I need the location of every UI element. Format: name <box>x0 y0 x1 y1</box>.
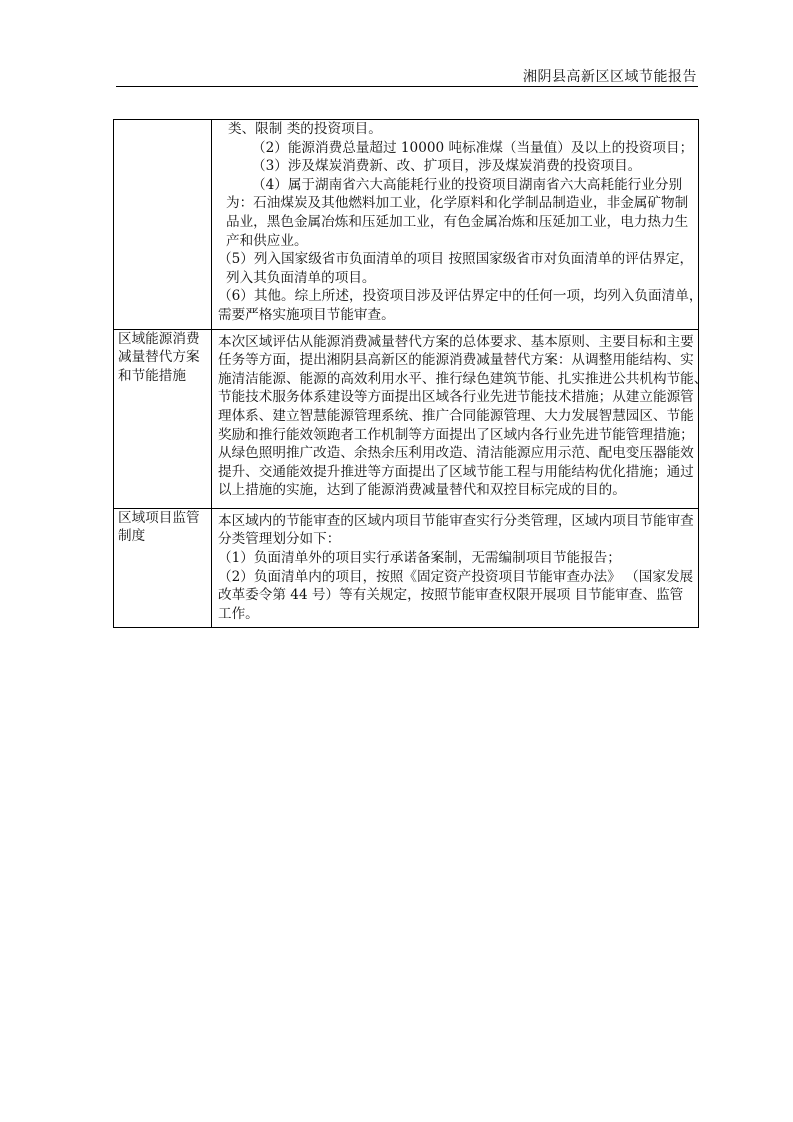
text-line: （3）涉及煤炭消费新、改、扩项目，涉及煤炭消费的投资项目。 <box>252 158 642 175</box>
row-label-energy-measures: 区域能源消费减量替代方案和节能措施 <box>114 329 212 508</box>
text-line: 类、限制 类的投资项目。 <box>228 121 382 137</box>
text-line: （2）负面清单内的项目，按照《固定资产投资项目节能审查办法》 （国家发展 <box>218 568 694 585</box>
text-line: 列入其负面清单的项目。 <box>226 269 376 286</box>
text-line: 施清洁能源、能源的高效利用水平、推行绿色建筑节能、扎实推进公共机构节能、 <box>218 370 708 387</box>
text-line: 以上措施的实施，达到了能源消费减量替代和双控目标完成的目的。 <box>218 482 626 499</box>
text-line: 分类管理划分如下： <box>218 531 341 548</box>
text-line: 节能技术服务体系建设等方面提出区域各行业先进节能技术措施；从建立能源管 <box>218 389 694 406</box>
row-content-energy-measures <box>212 329 708 508</box>
document-header-title: 湘阴县高新区区域节能报告 <box>523 69 697 85</box>
header-rule <box>116 86 698 87</box>
text-line: 理体系、建立智慧能源管理系统、推广合同能源管理、大力发展智慧园区、节能 <box>218 407 694 424</box>
text-line: 提升、交通能效提升推进等方面提出了区域节能工程与用能结构优化措施；通过 <box>218 463 694 480</box>
content-table <box>113 119 708 628</box>
row-label-empty <box>114 120 212 330</box>
text-line: 需要严格实施项目节能审查。 <box>218 306 395 323</box>
text-line: 任务等方面，提出湘阴县高新区的能源消费减量替代方案：从调整用能结构、实 <box>218 352 694 369</box>
text-line: 产和供应业。 <box>226 232 308 249</box>
text-line: 从绿色照明推广改造、余热余压利用改造、清洁能源应用示范、配电变压器能效 <box>218 445 694 462</box>
text-line: 奖励和推行能效领跑者工作机制等方面提出了区域内各行业先进节能管理措施； <box>218 426 694 443</box>
row-content-project-supervision <box>212 508 699 628</box>
table-row-project-supervision <box>114 508 699 628</box>
table-row-energy-measures <box>114 329 699 508</box>
text-line: （6）其他。综上所述，投资项目涉及评估界定中的任何一项，均列入负面清单， <box>218 288 703 305</box>
text-line: （5）列入国家级省市负面清单的项目 按照国家级省市对负面清单的评估界定， <box>218 251 694 268</box>
text-line: 工作。 <box>218 605 259 622</box>
text-line: 本区域内的节能审查的区域内项目节能审查实行分类管理，区域内项目节能审查 <box>218 512 694 529</box>
text-line: （4）属于湖南省六大高能耗行业的投资项目湖南省六大高耗能行业分别 <box>252 176 683 193</box>
table-row-negative-list <box>114 120 699 330</box>
text-line: （2）能源消费总量超过 10000 吨标准煤（当量值）及以上的投资项目； <box>252 139 694 156</box>
text-line: 改革委令第 44 号）等有关规定，按照节能审查权限开展项 目节能审查、监管 <box>218 587 684 604</box>
row-label-project-supervision: 区域项目监管制度 <box>114 508 212 628</box>
text-line: （1）负面清单外的项目实行承诺备案制，无需编制项目节能报告； <box>218 550 621 567</box>
row-content-negative-list <box>212 120 703 330</box>
text-line: 品业，黑色金属冶炼和压延加工业，有色金属冶炼和压延加工业，电力热力生 <box>226 213 689 230</box>
text-line: 为：石油煤炭及其他燃料加工业，化学原料和化学制品制造业，非金属矿物制 <box>226 195 689 212</box>
text-line: 本次区域评估从能源消费减量替代方案的总体要求、基本原则、主要目标和主要 <box>218 333 694 350</box>
